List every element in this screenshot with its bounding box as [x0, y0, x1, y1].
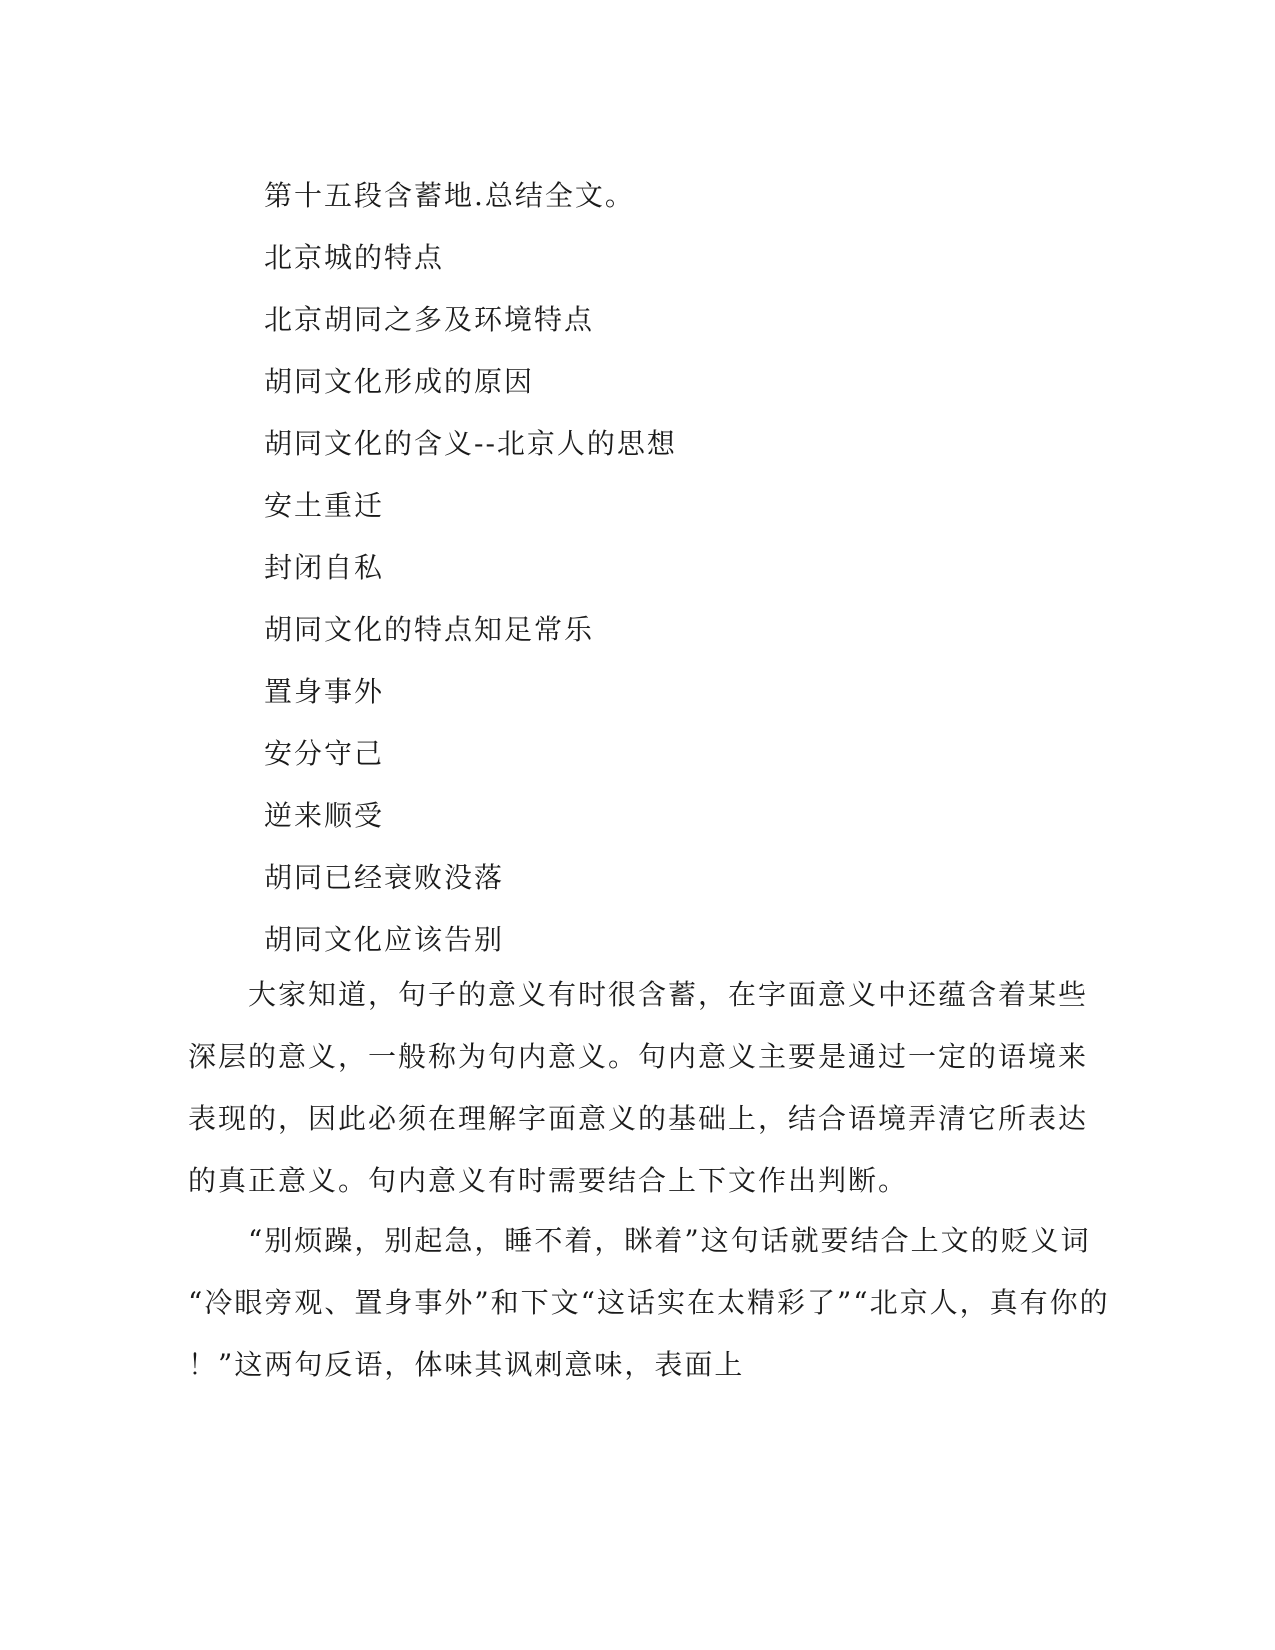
paragraph-line: ！”这两句反语，体味其讽刺意味，表面上 [188, 1348, 745, 1381]
outline-item: 第十五段含蓄地.总结全文。 [264, 179, 635, 212]
paragraph-example-analysis [188, 1210, 1110, 1396]
outline-item: 胡同文化形成的原因 [264, 365, 535, 398]
paragraph-line: “别烦躁，别起急，睡不着，眯着”这句话就要结合上文的贬义词 [188, 1224, 1091, 1257]
outline-item: 胡同文化应该告别 [264, 923, 505, 956]
paragraph-line: “冷眼旁观、置身事外”和下文“这话实在太精彩了”“北京人，真有你的 [188, 1286, 1110, 1319]
paragraph-sentence-meaning [188, 964, 1088, 1212]
outline-item: 置身事外 [264, 675, 385, 708]
paragraph-line: 大家知道，句子的意义有时很含蓄，在字面意义中还蕴含着某些 [188, 978, 1089, 1011]
outline-item: 北京胡同之多及环境特点 [264, 303, 595, 336]
outline-item: 胡同已经衰败没落 [264, 861, 505, 894]
outline-list [264, 165, 677, 971]
outline-item: 胡同文化的特点知足常乐 [264, 613, 595, 646]
outline-item: 北京城的特点 [264, 241, 445, 274]
outline-item: 胡同文化的含义--北京人的思想 [264, 427, 677, 460]
paragraph-line: 深层的意义，一般称为句内意义。句内意义主要是通过一定的语境来 [188, 1040, 1089, 1073]
paragraph-line: 表现的，因此必须在理解字面意义的基础上，结合语境弄清它所表达 [188, 1102, 1089, 1135]
paragraph-line: 的真正意义。句内意义有时需要结合上下文作出判断。 [188, 1164, 909, 1197]
outline-item: 逆来顺受 [264, 799, 385, 832]
outline-item: 封闭自私 [264, 551, 385, 584]
outline-item: 安土重迁 [264, 489, 385, 522]
outline-item: 安分守己 [264, 737, 385, 770]
